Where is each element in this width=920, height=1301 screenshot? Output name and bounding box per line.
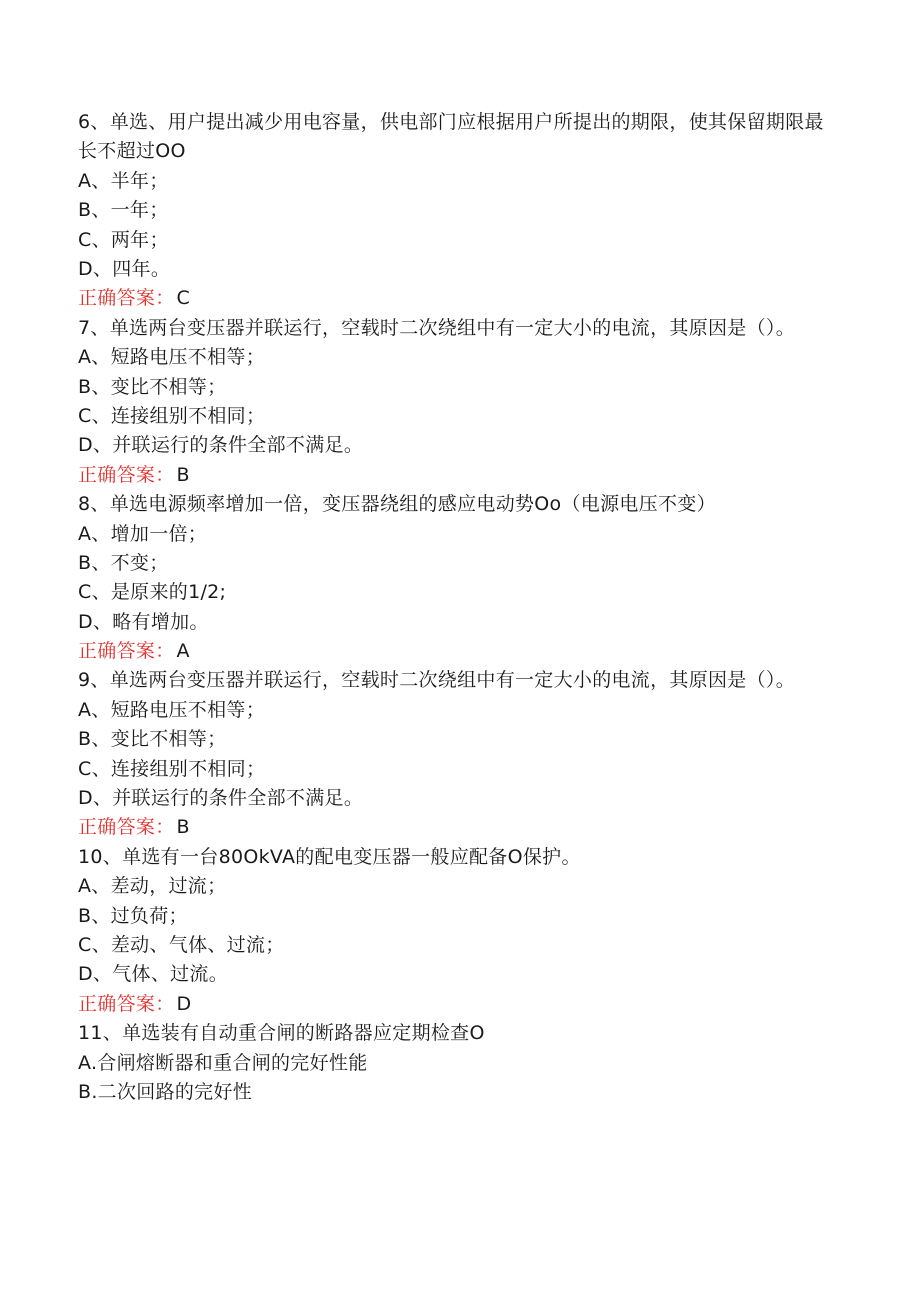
question-6 — [78, 108, 838, 314]
question-stem: 7、单选两台变压器并联运行，空载时二次绕组中有一定大小的电流，其原因是（）。 — [78, 316, 795, 339]
option-b: B、变比不相等； — [78, 375, 227, 398]
question-7 — [78, 314, 838, 490]
option-a: A.合闸熔断器和重合闸的完好性能 — [78, 1051, 368, 1074]
option-b: B、变比不相等； — [78, 728, 227, 751]
answer-label: 正确答案： — [78, 463, 175, 486]
answer-letter: B — [176, 463, 190, 486]
option-a: A、差动，过流； — [78, 875, 227, 898]
answer-letter: A — [176, 640, 190, 663]
answer-letter: D — [176, 992, 192, 1015]
question-10 — [78, 843, 838, 1019]
option-b: B、不变； — [78, 551, 169, 574]
question-11 — [78, 1019, 838, 1107]
document-page — [78, 108, 838, 1107]
option-a: A、增加一倍； — [78, 522, 208, 545]
option-d: D、并联运行的条件全部不满足。 — [78, 787, 364, 810]
correct-answer — [78, 461, 838, 490]
option-b: B、过负荷； — [78, 904, 188, 927]
answer-letter: B — [176, 816, 190, 839]
question-8 — [78, 490, 838, 666]
option-d: D、略有增加。 — [78, 610, 209, 633]
answer-label: 正确答案： — [78, 992, 175, 1015]
option-a: A、短路电压不相等； — [78, 698, 265, 721]
answer-letter: C — [176, 287, 191, 310]
option-c: C、差动、气体、过流； — [78, 934, 285, 957]
option-a: A、短路电压不相等； — [78, 346, 265, 369]
option-b: B、一年； — [78, 199, 169, 222]
answer-label: 正确答案： — [78, 640, 175, 663]
correct-answer — [78, 990, 838, 1019]
question-stem: 9、单选两台变压器并联运行，空载时二次绕组中有一定大小的电流，其原因是（）。 — [78, 669, 795, 692]
option-d: D、四年。 — [78, 257, 171, 280]
correct-answer — [78, 284, 838, 313]
option-d: D、气体、过流。 — [78, 963, 229, 986]
question-stem: 6、单选、用户提出减少用电容量，供电部门应根据用户所提出的期限，使其保留期限最长不超过OO — [78, 111, 824, 163]
option-a: A、半年； — [78, 169, 169, 192]
question-stem: 11、单选装有自动重合闸的断路器应定期检查O — [78, 1022, 485, 1045]
option-c: C、是原来的1/2; — [78, 581, 227, 604]
option-b: B.二次回路的完好性 — [78, 1081, 253, 1103]
correct-answer — [78, 637, 838, 666]
option-c: C、连接组别不相同； — [78, 404, 266, 427]
question-stem: 8、单选电源频率增加一倍，变压器绕组的感应电动势Oo（电源电压不变） — [78, 493, 716, 516]
question-9 — [78, 666, 838, 842]
answer-label: 正确答案： — [78, 816, 175, 839]
option-d: D、并联运行的条件全部不满足。 — [78, 434, 364, 457]
option-c: C、连接组别不相同； — [78, 757, 266, 780]
question-stem: 10、单选有一台80OkVA的配电变压器一般应配备O保护。 — [78, 845, 581, 868]
answer-label: 正确答案： — [78, 287, 175, 310]
option-c: C、两年； — [78, 228, 169, 251]
correct-answer — [78, 813, 838, 842]
